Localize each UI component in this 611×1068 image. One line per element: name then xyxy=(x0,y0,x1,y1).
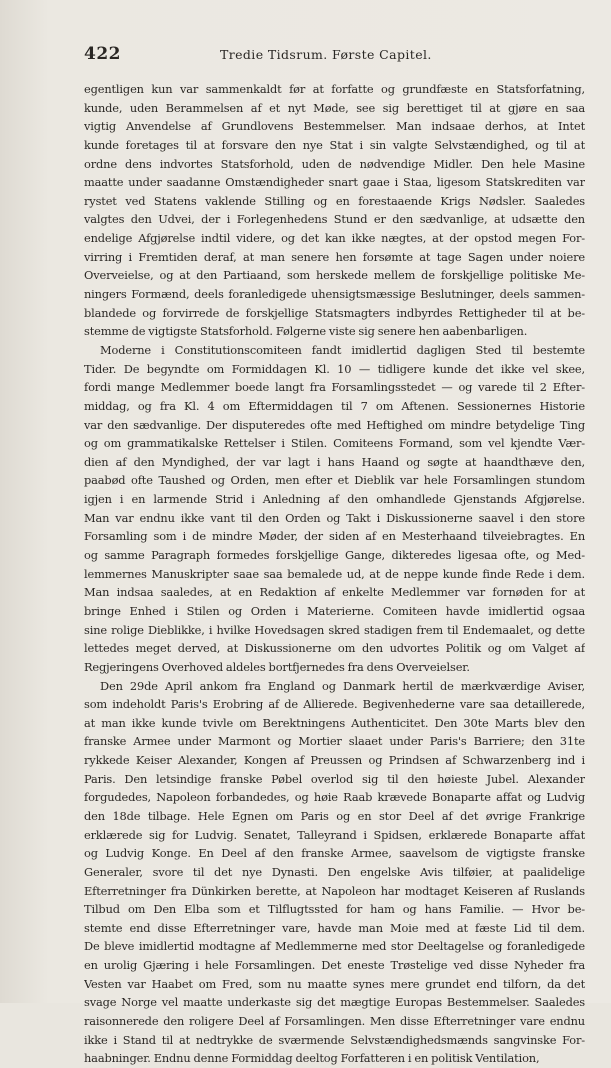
text-line: ningers Formænd, deels foranledigede uhensigtsmæssige Beslutninger, deels sammen- xyxy=(84,287,585,302)
text-line: maatte under saadanne Omstændigheder snart gaae i Staa, ligesom Statskrediten var xyxy=(84,175,585,190)
text-line: rystet ved Statens vaklende Stilling og en forestaaende Krigs Nødsler. Saaledes xyxy=(84,193,585,208)
text-line: Tider. De begyndte om Formiddagen Kl. 10 — tidligere kunde det ikke vel skee, xyxy=(84,361,585,376)
text-line: Regjeringens Overhoved aldeles bortfjernedes fra dens Overveielser. xyxy=(84,659,470,674)
text-line: var den sædvanlige. Der disputeredes ofte med Heftighed om mindre betydelige Ting xyxy=(84,417,585,432)
text-line: Den 29de April ankom fra England og Danmark hertil de mærkværdige Aviser, xyxy=(100,678,585,693)
text-line: rykkede Keiser Alexander, Kongen af Preussen og Prindsen af Schwarzenberg ind i xyxy=(84,753,585,768)
text-line: Efterretninger fra Dünkirken berette, at Napoleon har modtaget Keiseren af Ruslands xyxy=(84,883,585,898)
text-line: Paris. Den letsindige franske Pøbel overlod sig til den høieste Jubel. Alexander xyxy=(84,771,585,786)
text-line: svage Norge vel maatte underkaste sig det mægtige Europas Bestemmelser. Saaledes xyxy=(84,995,585,1010)
text-line: lettedes meget derved, at Diskussionerne om den udvortes Politik og om Valget af xyxy=(84,641,585,656)
text-line: stemme de vigtigste Statsforhold. Følgerne viste sig senere hen aabenbarligen. xyxy=(84,324,528,339)
text-line: kunde foretages til at forsvare den nye Stat i sin valgte Selvstændighed, og til at xyxy=(84,137,585,152)
text-line: Generaler, svore til det nye Dynasti. Den engelske Avis tilføier, at paalidelige xyxy=(84,864,585,879)
text-line: dien af den Myndighed, der var lagt i hans Haand og søgte at haandthæve den, xyxy=(84,454,585,469)
text-line: virring i Fremtiden deraf, at man senere hen forsømte at tage Sagen under noiere xyxy=(84,249,585,264)
page-header xyxy=(84,44,585,72)
text-line: som indeholdt Paris's Erobring af de Allierede. Begivenhederne vare saa detaillerede, xyxy=(84,697,585,712)
text-line: egentligen kun var sammenkaldt før at forfatte og grundfæste en Statsforfatning, xyxy=(84,82,585,96)
text-line: De bleve imidlertid modtagne af Medlemmerne med stor Deeltagelse og foranledigede xyxy=(84,939,585,954)
text-line: stemte end disse Efterretninger vare, havde man Moie med at fæste Lid til dem. xyxy=(84,920,585,935)
text-line: forgudedes, Napoleon forbandedes, og høie Raab krævede Bonaparte affat og Ludvig xyxy=(84,790,585,805)
text-line: ikke i Stand til at nedtrykke de sværmende Selvstændighedsmænds sangvinske For- xyxy=(84,1032,585,1047)
page-number: 422 xyxy=(84,44,121,64)
text-line: at man ikke kunde tvivle om Berektningens Authenticitet. Den 30te Marts blev den xyxy=(84,715,585,730)
text-line: endelige Afgjørelse indtil videre, og det kan ikke nægtes, at der opstod megen For- xyxy=(84,231,585,246)
text-line: kunde, uden Berammelsen af et nyt Møde, see sig berettiget til at gjøre en saa xyxy=(84,100,585,115)
text-line: Tilbud om Den Elba som et Tilflugtssted for ham og hans Familie. — Hvor be- xyxy=(84,902,585,917)
text-line: valgtes den Udvei, der i Forlegenhedens Stund er den sædvanlige, at udsætte den xyxy=(84,212,585,227)
text-line: franske Armee under Marmont og Mortier slaaet under Paris's Barriere; den 31te xyxy=(84,734,585,749)
text-line: igjen i en larmende Strid i Anledning af den omhandlede Gjenstands Afgjørelse. xyxy=(84,492,585,507)
text-line: Moderne i Constitutionscomiteen fandt imidlertid dagligen Sted til bestemte xyxy=(100,342,585,357)
page-body-text xyxy=(84,80,585,1068)
text-line: og om grammatikalske Rettelser i Stilen. Comiteens Formand, som vel kjendte Vær- xyxy=(84,436,585,451)
text-line: Man indsaa saaledes, at en Redaktion af enkelte Medlemmer var fornøden for at xyxy=(84,585,585,600)
text-line: Vesten var Haabet om Fred, som nu maatte synes mere grundet end tilforn, da det xyxy=(84,976,585,991)
text-line: Overveielse, og at den Partiaand, som herskede mellem de forskjellige politiske Me- xyxy=(84,268,585,283)
text-line: en urolig Gjæring i hele Forsamlingen. Det eneste Trøstelige ved disse Nyheder fra xyxy=(84,958,585,973)
text-line: haabninger. Endnu denne Formiddag deeltog Forfatteren i en politisk Ventilation, xyxy=(84,1051,540,1066)
text-line: fordi mange Medlemmer boede langt fra Forsamlingsstedet — og varede til 2 Efter- xyxy=(84,380,585,395)
text-line: Forsamling som i de mindre Møder, der siden af en Mesterhaand tilveiebragtes. En xyxy=(84,529,585,544)
text-line: og samme Paragraph formedes forskjellige Gange, dikteredes ligesaa ofte, og Med- xyxy=(84,548,585,563)
text-line: blandede og forvirrede de forskjellige Statsmagters indbyrdes Rettigheder til at be- xyxy=(84,305,585,320)
text-line: raisonnerede den roligere Deel af Forsamlingen. Men disse Efterretninger vare endnu xyxy=(84,1014,585,1029)
text-line: og Ludvig Konge. En Deel af den franske Armee, saavelsom de vigtigste franske xyxy=(84,846,585,861)
text-line: den 18de tilbage. Hele Egnen om Paris og en stor Deel af det øvrige Frankrige xyxy=(84,808,585,823)
text-line: sine rolige Dieblikke, i hvilke Hovedsagen skred stadigen frem til Endemaalet, og dette xyxy=(84,622,585,637)
text-line: ordne dens indvortes Statsforhold, uden de nødvendige Midler. Den hele Masine xyxy=(84,156,585,171)
text-line: paabød ofte Taushed og Orden, men efter et Dieblik var hele Forsamlingen stundom xyxy=(84,473,585,488)
text-line: vigtig Anvendelse af Grundlovens Bestemmelser. Man indsaae derhos, at Intet xyxy=(84,119,585,134)
text-line: bringe Enhed i Stilen og Orden i Materierne. Comiteen havde imidlertid ogsaa xyxy=(84,603,585,618)
text-line: middag, og fra Kl. 4 om Eftermiddagen til 7 om Aftenen. Sessionernes Historie xyxy=(84,398,585,413)
running-head: Tredie Tidsrum. Første Capitel. xyxy=(220,47,432,62)
text-line: lemmernes Manuskripter saae saa bemalede ud, at de neppe kunde finde Rede i dem. xyxy=(84,566,585,581)
text-line: Man var endnu ikke vant til den Orden og Takt i Diskussionerne saavel i den store xyxy=(84,510,585,525)
text-line: erklærede sig for Ludvig. Senatet, Talleyrand i Spidsen, erklærede Bonaparte affat xyxy=(84,827,585,842)
